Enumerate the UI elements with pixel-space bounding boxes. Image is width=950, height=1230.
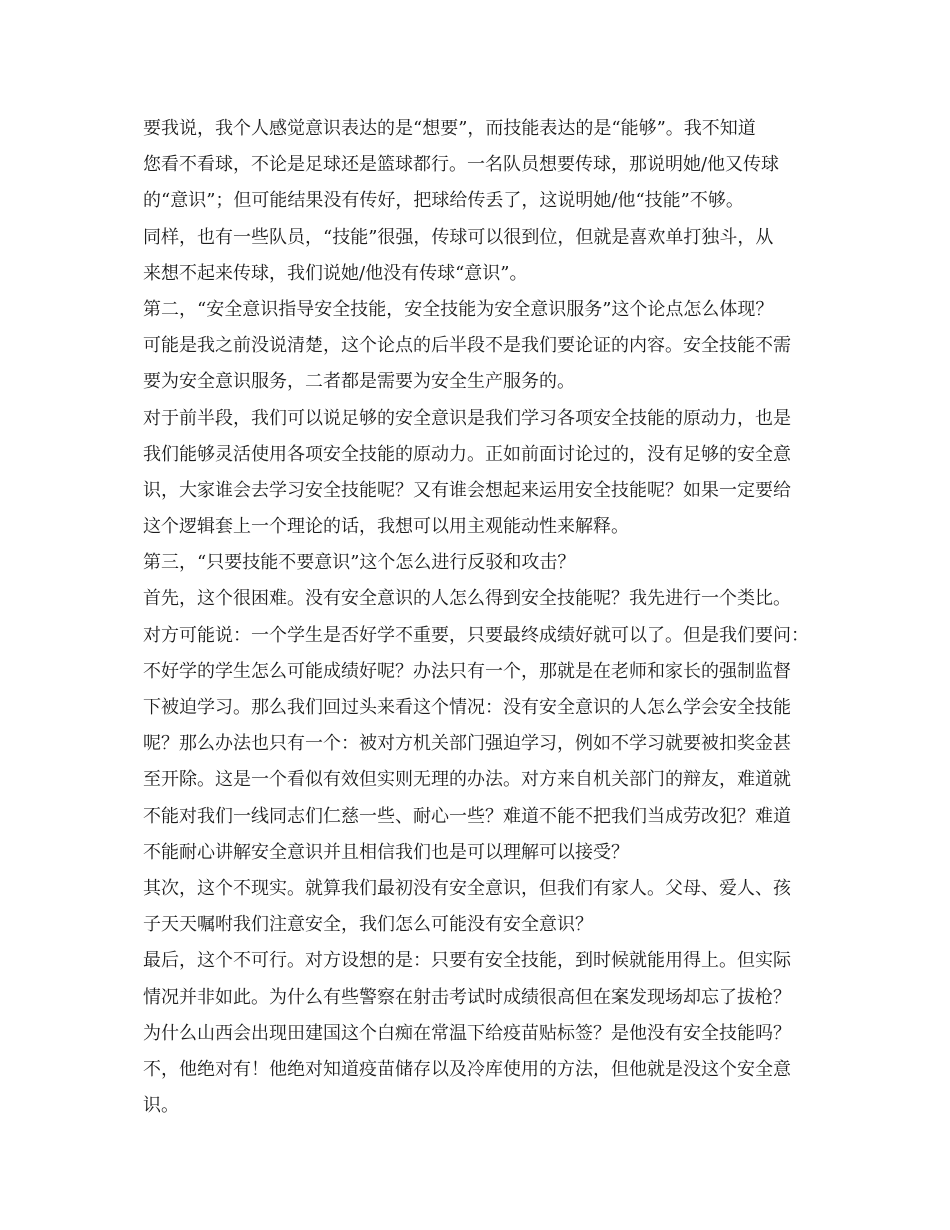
text-line: 识。	[143, 1095, 179, 1117]
paragraph	[143, 328, 833, 400]
document-body	[143, 111, 833, 1124]
paragraph	[143, 292, 833, 328]
paragraph	[143, 871, 833, 943]
text-line: 至开除。这是一个看似有效但实则无理的办法。对方来自机关部门的辩友，难道就	[143, 769, 791, 791]
paragraph	[143, 581, 833, 871]
text-line: 第三，“只要技能不要意识”这个怎么进行反驳和攻击？	[143, 552, 576, 574]
text-line: 最后，这个不可行。对方设想的是：只要有安全技能，到时候就能用得上。但实际	[143, 950, 791, 972]
paragraph	[143, 943, 833, 1124]
paragraph	[143, 401, 833, 546]
text-line: 您看不看球，不论是足球还是篮球都行。一名队员想要传球，那说明她/他又传球	[143, 154, 780, 176]
text-line: 这个逻辑套上一个理论的话，我想可以用主观能动性来解释。	[143, 516, 629, 538]
text-line: 不能耐心讲解安全意识并且相信我们也是可以理解可以接受？	[143, 841, 629, 863]
text-line: 来想不起来传球，我们说她/他没有传球“意识”。	[143, 262, 528, 284]
text-line: 我们能够灵活使用各项安全技能的原动力。正如前面讨论过的，没有足够的安全意	[143, 443, 791, 465]
text-line: 不好学的学生怎么可能成绩好呢？办法只有一个，那就是在老师和家长的强制监督	[143, 660, 791, 682]
text-line: 要我说，我个人感觉意识表达的是“想要”，而技能表达的是“能够”。我不知道	[143, 118, 756, 139]
text-line: 呢？那么办法也只有一个：被对方机关部门强迫学习，例如不学习就要被扣奖金甚	[143, 733, 791, 755]
text-line: 首先，这个很困难。没有安全意识的人怎么得到安全技能呢？我先进行一个类比。	[143, 588, 791, 610]
paragraph	[143, 111, 833, 292]
text-line: 可能是我之前没说清楚，这个论点的后半段不是我们要论证的内容。安全技能不需	[143, 335, 791, 357]
text-line: 不，他绝对有！他绝对知道疫苗储存以及冷库使用的方法，但他就是没这个安全意	[143, 1058, 791, 1080]
text-line: 不能对我们一线同志们仁慈一些、耐心一些？难道不能不把我们当成劳改犯？难道	[143, 805, 791, 827]
text-line: 下被迫学习。那么我们回过头来看这个情况：没有安全意识的人怎么学会安全技能	[143, 697, 791, 718]
text-line: 其次，这个不现实。就算我们最初没有安全意识，但我们有家人。父母、爱人、孩	[143, 877, 791, 899]
paragraph	[143, 545, 833, 581]
text-line: 对方可能说：一个学生是否好学不重要，只要最终成绩好就可以了。但是我们要问：	[143, 624, 809, 646]
text-line: 对于前半段，我们可以说足够的安全意识是我们学习各项安全技能的原动力，也是	[143, 407, 791, 429]
text-line: 情况并非如此。为什么有些警察在射击考试时成绩很高但在案发现场却忘了拔枪？	[143, 986, 791, 1008]
text-line: 为什么山西会出现田建国这个白痴在常温下给疫苗贴标签？是他没有安全技能吗？	[143, 1022, 791, 1044]
text-line: 第二，“安全意识指导安全技能，安全技能为安全意识服务”这个论点怎么体现？	[143, 298, 774, 320]
text-line: 识，大家谁会去学习安全技能呢？又有谁会想起来运用安全技能呢？如果一定要给	[143, 479, 791, 501]
text-line: 子天天嘱咐我们注意安全，我们怎么可能没有安全意识？	[143, 914, 593, 936]
text-line: 同样，也有一些队员，“技能”很强，传球可以很到位，但就是喜欢单打独斗，从	[143, 226, 774, 248]
text-line: 的“意识”；但可能结果没有传好，把球给传丢了，这说明她/他“技能”不够。	[143, 190, 744, 212]
text-line: 要为安全意识服务，二者都是需要为安全生产服务的。	[143, 371, 575, 393]
